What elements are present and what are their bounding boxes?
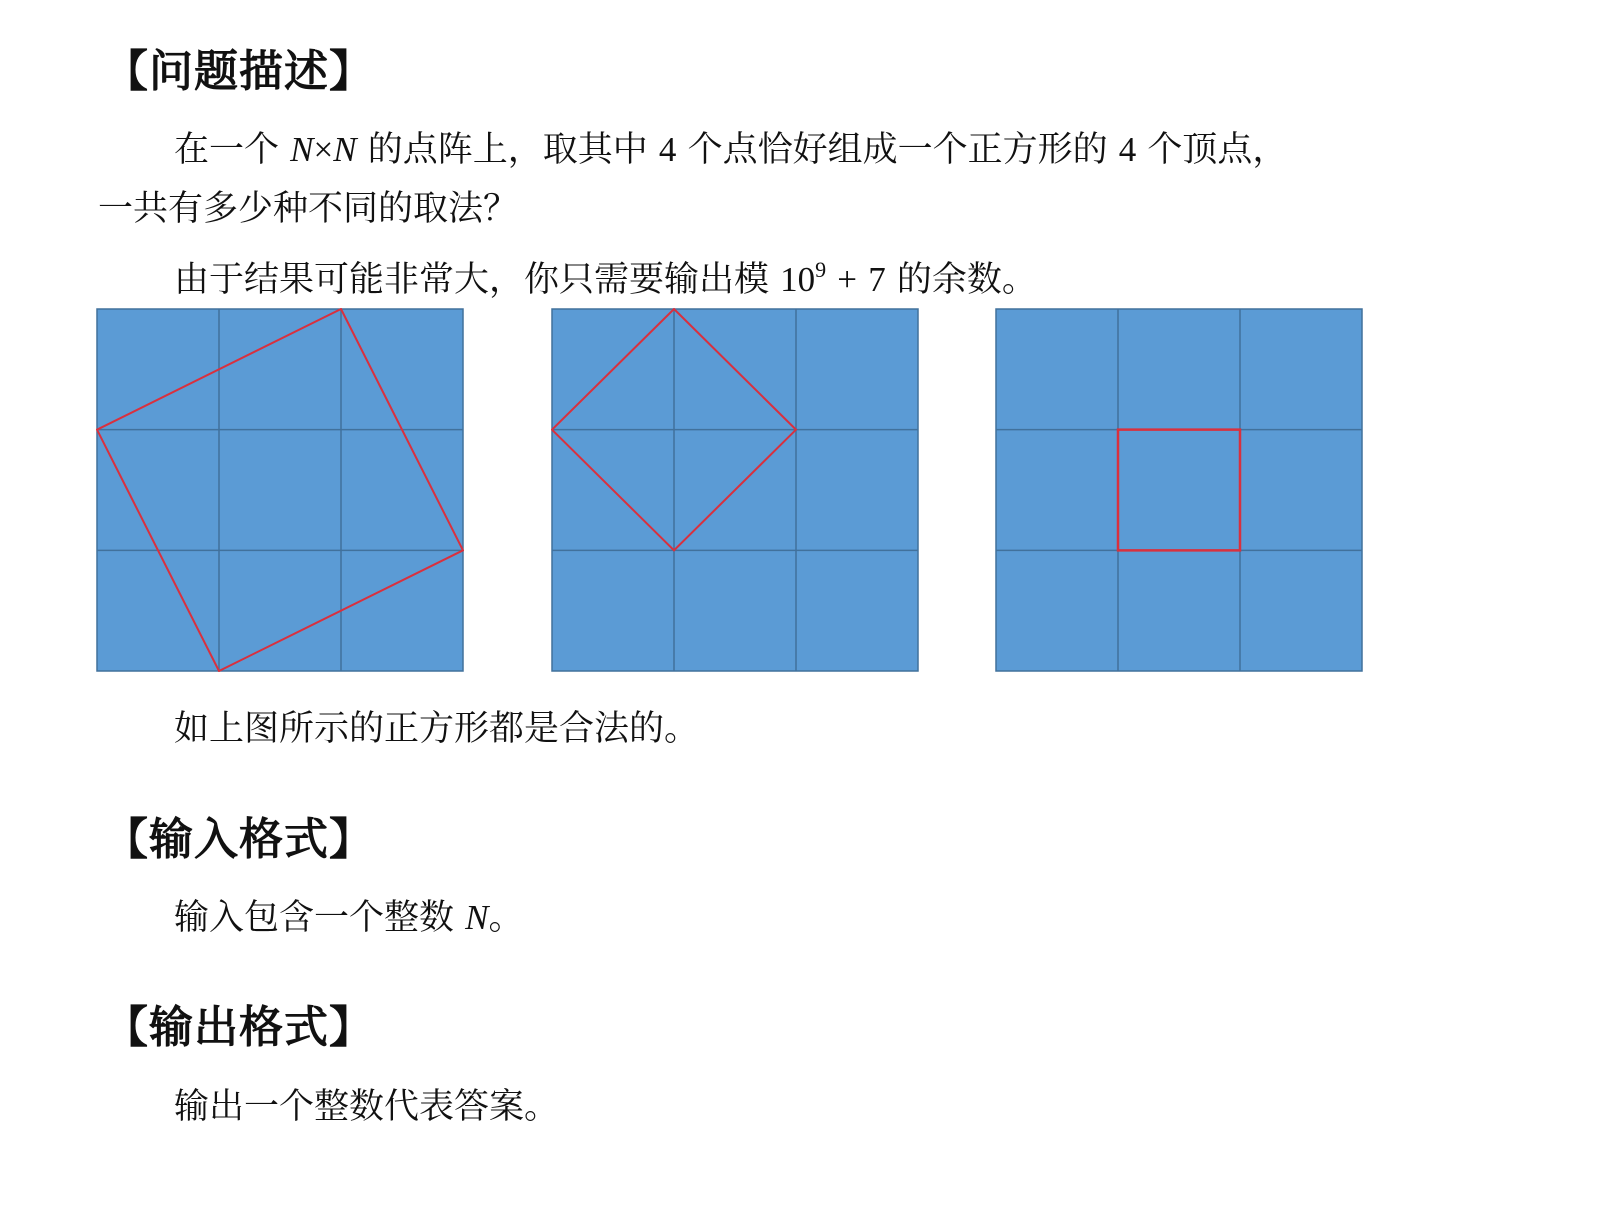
grid-figure-svg	[551, 308, 919, 672]
problem-text: 在一个	[174, 130, 280, 170]
grid-background	[996, 309, 1362, 671]
heading-problem-description: 【问题描述】	[104, 46, 374, 97]
heading-output-format: 【输出格式】	[104, 1002, 374, 1053]
grid-background	[97, 309, 463, 671]
problem-text: 的点阵上，取其中	[367, 130, 648, 170]
number-four: 4	[658, 130, 677, 169]
number-four: 4	[1118, 130, 1137, 169]
figure-caption: 如上图所示的正方形都是合法的。	[174, 709, 700, 749]
input-text: 输入包含一个整数	[174, 898, 455, 938]
var-n: N	[465, 898, 489, 937]
plus-sign: +	[837, 260, 858, 299]
output-paragraph: 输出一个整数代表答案。	[174, 1087, 560, 1127]
modulo-text: 的余数。	[896, 260, 1037, 300]
input-paragraph	[174, 900, 524, 936]
modulo-exponent: 9	[815, 257, 827, 282]
heading-input-format: 【输入格式】	[104, 814, 374, 865]
var-n: N	[333, 130, 357, 169]
problem-paragraph-line-2: 一共有多少种不同的取法？	[98, 189, 519, 229]
input-period: 。	[488, 898, 524, 938]
modulo-base: 10	[780, 260, 816, 299]
modulo-paragraph	[174, 257, 1037, 300]
var-n: N	[290, 130, 314, 169]
grid-figure-1	[96, 308, 464, 672]
grid-figure-svg	[96, 308, 464, 672]
grid-figure-svg	[995, 308, 1363, 672]
modulo-addend: 7	[868, 260, 886, 299]
grid-figure-2	[551, 308, 919, 672]
problem-text: 个点恰好组成一个正方形的	[687, 130, 1108, 170]
modulo-text: 由于结果可能非常大，你只需要输出模	[174, 260, 770, 300]
times-sign: ×	[313, 130, 334, 169]
grid-figure-3	[995, 308, 1363, 672]
problem-text: 个顶点，	[1147, 130, 1288, 170]
problem-paragraph-line-1	[174, 132, 1287, 168]
